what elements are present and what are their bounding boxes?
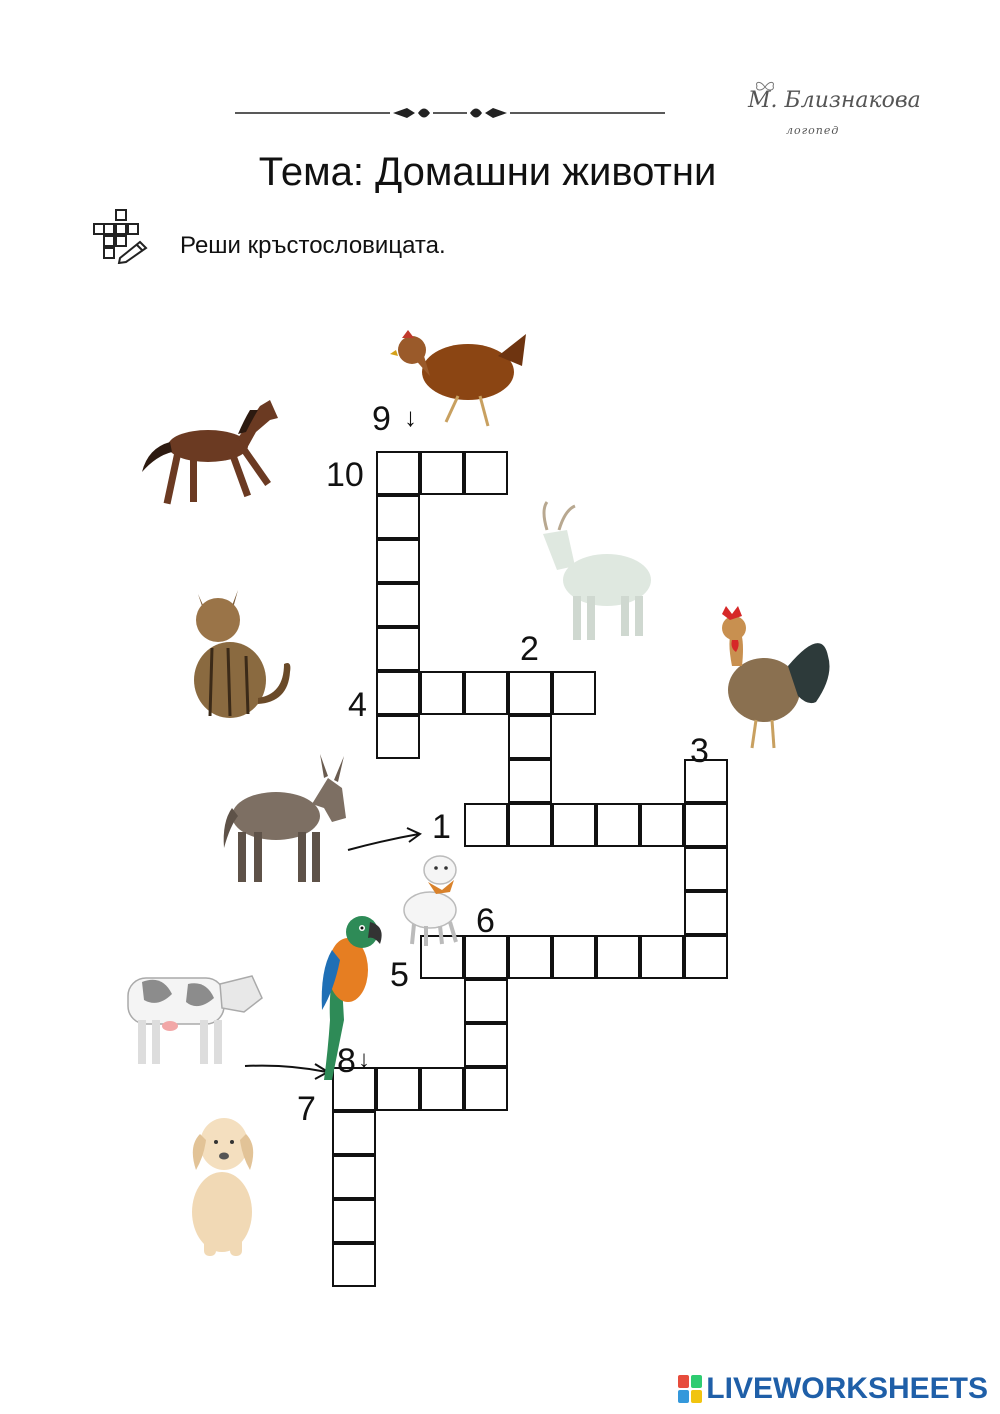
cow-image <box>122 964 264 1068</box>
hen-image <box>388 326 530 432</box>
clue-number-5: 5 <box>390 956 409 994</box>
rooster-image <box>712 606 836 754</box>
crossword-cell[interactable] <box>464 1067 508 1111</box>
crossword-cell[interactable] <box>684 847 728 891</box>
crossword-cell[interactable] <box>376 451 420 495</box>
decorative-divider <box>235 102 665 124</box>
crossword-cell[interactable] <box>508 803 552 847</box>
crossword-cell[interactable] <box>464 979 508 1023</box>
crossword-cell[interactable] <box>684 803 728 847</box>
crossword-cell[interactable] <box>376 539 420 583</box>
crossword-cell[interactable] <box>508 671 552 715</box>
crossword-cell[interactable] <box>684 935 728 979</box>
crossword-cell[interactable] <box>552 935 596 979</box>
crossword-cell[interactable] <box>596 935 640 979</box>
crossword-cell[interactable] <box>376 583 420 627</box>
crossword-cell[interactable] <box>552 803 596 847</box>
crossword-cell[interactable] <box>508 935 552 979</box>
clue-number-1: 1 <box>432 808 451 846</box>
crossword-cell[interactable] <box>508 715 552 759</box>
crossword-cell[interactable] <box>596 803 640 847</box>
arrow-down-icon: ↓ <box>358 1046 370 1073</box>
crossword-pencil-icon <box>92 208 150 264</box>
crossword-cell[interactable] <box>376 671 420 715</box>
cat-image <box>188 586 300 720</box>
parrot-image <box>310 910 386 1082</box>
clue-number-6: 6 <box>476 902 495 940</box>
crossword-cell[interactable] <box>420 671 464 715</box>
page-title: Тема: Домашни животни <box>258 150 717 194</box>
clue-number-3: 3 <box>690 732 709 770</box>
crossword-cell[interactable] <box>640 803 684 847</box>
clue-number-7: 7 <box>297 1090 316 1128</box>
clue-number-9: 9 <box>372 400 391 438</box>
clue-number-4: 4 <box>348 686 367 724</box>
crossword-cell[interactable] <box>332 1243 376 1287</box>
clue-number-10: 10 <box>326 456 364 494</box>
crossword-cell[interactable] <box>552 671 596 715</box>
crossword-cell[interactable] <box>464 671 508 715</box>
liveworksheets-logo <box>678 1372 988 1406</box>
crossword-cell[interactable] <box>420 451 464 495</box>
crossword-cell[interactable] <box>640 935 684 979</box>
crossword-cell[interactable] <box>464 1023 508 1067</box>
crossword-cell[interactable] <box>464 803 508 847</box>
crossword-cell[interactable] <box>376 627 420 671</box>
crossword-cell[interactable] <box>684 891 728 935</box>
crossword-cell[interactable] <box>332 1111 376 1155</box>
crossword-cell[interactable] <box>332 1155 376 1199</box>
instruction-text: Реши кръстословицата. <box>180 232 446 259</box>
crossword-cell[interactable] <box>420 1067 464 1111</box>
crossword-cell[interactable] <box>332 1199 376 1243</box>
arrow-down-icon: ↓ <box>404 402 417 432</box>
goat-image <box>535 500 659 645</box>
liveworksheets-mark-icon <box>678 1375 702 1403</box>
clue-number-2: 2 <box>520 630 539 668</box>
lamb-image <box>398 850 466 948</box>
crossword-cell[interactable] <box>508 759 552 803</box>
crossword-cell[interactable] <box>376 495 420 539</box>
crossword-cell[interactable] <box>464 451 508 495</box>
donkey-image <box>220 752 352 886</box>
signature-logo <box>740 80 921 150</box>
crossword-cell[interactable] <box>464 935 508 979</box>
signature-name: М. Близнакова <box>748 88 921 113</box>
dog-image <box>184 1112 262 1258</box>
clue-number-8: 8 <box>337 1042 356 1080</box>
crossword-cell[interactable] <box>376 715 420 759</box>
horse-image <box>138 388 283 510</box>
liveworksheets-brand: LIVEWORKSHEETS <box>706 1372 988 1405</box>
signature-role: логопед <box>786 124 840 137</box>
